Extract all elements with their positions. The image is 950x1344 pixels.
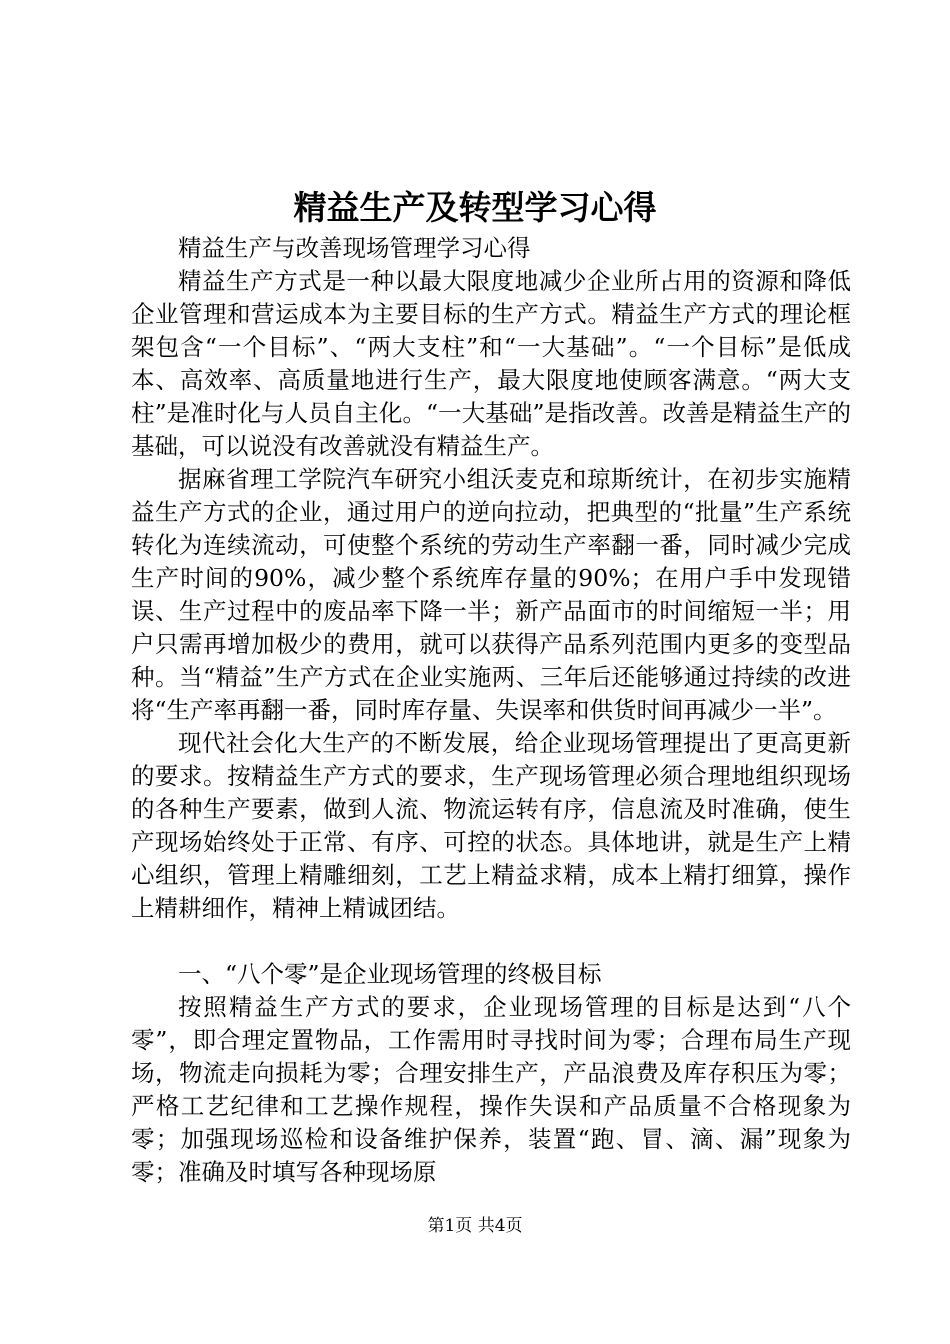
section-heading: 一、“八个零”是企业现场管理的终极目标 — [178, 960, 602, 988]
body-paragraph: 精益生产方式是一种以最大限度地减少企业所占用的资源和降低企业管理和营运成本为主要目标的生产方式。精益生产方式的理论框架包含“一个目标”、“两大支柱”和“一大基础”。“一个目标”是低成本、高效率、高质量地进行生产，最大限度地使顾客满意。“两大支柱”是准时化与人员自主化。“一大基础”是指改善。改善是精益生产的基础，可以说没有改善就没有精益生产。 — [131, 267, 851, 460]
body-paragraph: 现代社会化大生产的不断发展，给企业现场管理提出了更高更新的要求。按精益生产方式的要求，生产现场管理必须合理地组织现场的各种生产要素，做到人流、物流运转有序，信息流及时准确，使生产现场始终处于正常、有序、可控的状态。具体地讲，就是生产上精心组织，管理上精雕细刻，工艺上精益求精，成本上精打细算，操作上精耕细作，精神上精诚团结。 — [131, 729, 851, 922]
body-paragraph: 据麻省理工学院汽车研究小组沃麦克和琼斯统计，在初步实施精益生产方式的企业，通过用户的逆向拉动，把典型的“批量”生产系统转化为连续流动，可使整个系统的劳动生产率翻一番，同时减少完成生产时间的90%，减少整个系统库存量的90%；在用户手中发现错误、生产过程中的废品率下降一半；新产品面市的时间缩短一半；用户只需再增加极少的费用，就可以获得产品系列范围内更多的变型品种。当“精益”生产方式在企业实施两、三年后还能够通过持续的改进将“生产率再翻一番，同时库存量、失误率和供货时间再减少一半”。 — [131, 465, 851, 724]
body-paragraph: 按照精益生产方式的要求，企业现场管理的目标是达到“八个零”，即合理定置物品，工作需用时寻找时间为零；合理布局生产现场，物流走向损耗为零；合理安排生产，产品浪费及库存积压为零；严格工艺纪律和工艺操作规程，操作失误和产品质量不合格现象为零；加强现场巡检和设备维护保养，装置“跑、冒、滴、漏”现象为零；准确及时填写各种现场原 — [131, 993, 851, 1186]
document-body — [131, 232, 851, 1189]
document-subtitle: 精益生产与改善现场管理学习心得 — [178, 234, 531, 262]
document-title: 精益生产及转型学习心得 — [293, 188, 657, 227]
page-footer: 第1页 共4页 — [427, 1216, 523, 1236]
paragraph-gap — [131, 925, 851, 958]
